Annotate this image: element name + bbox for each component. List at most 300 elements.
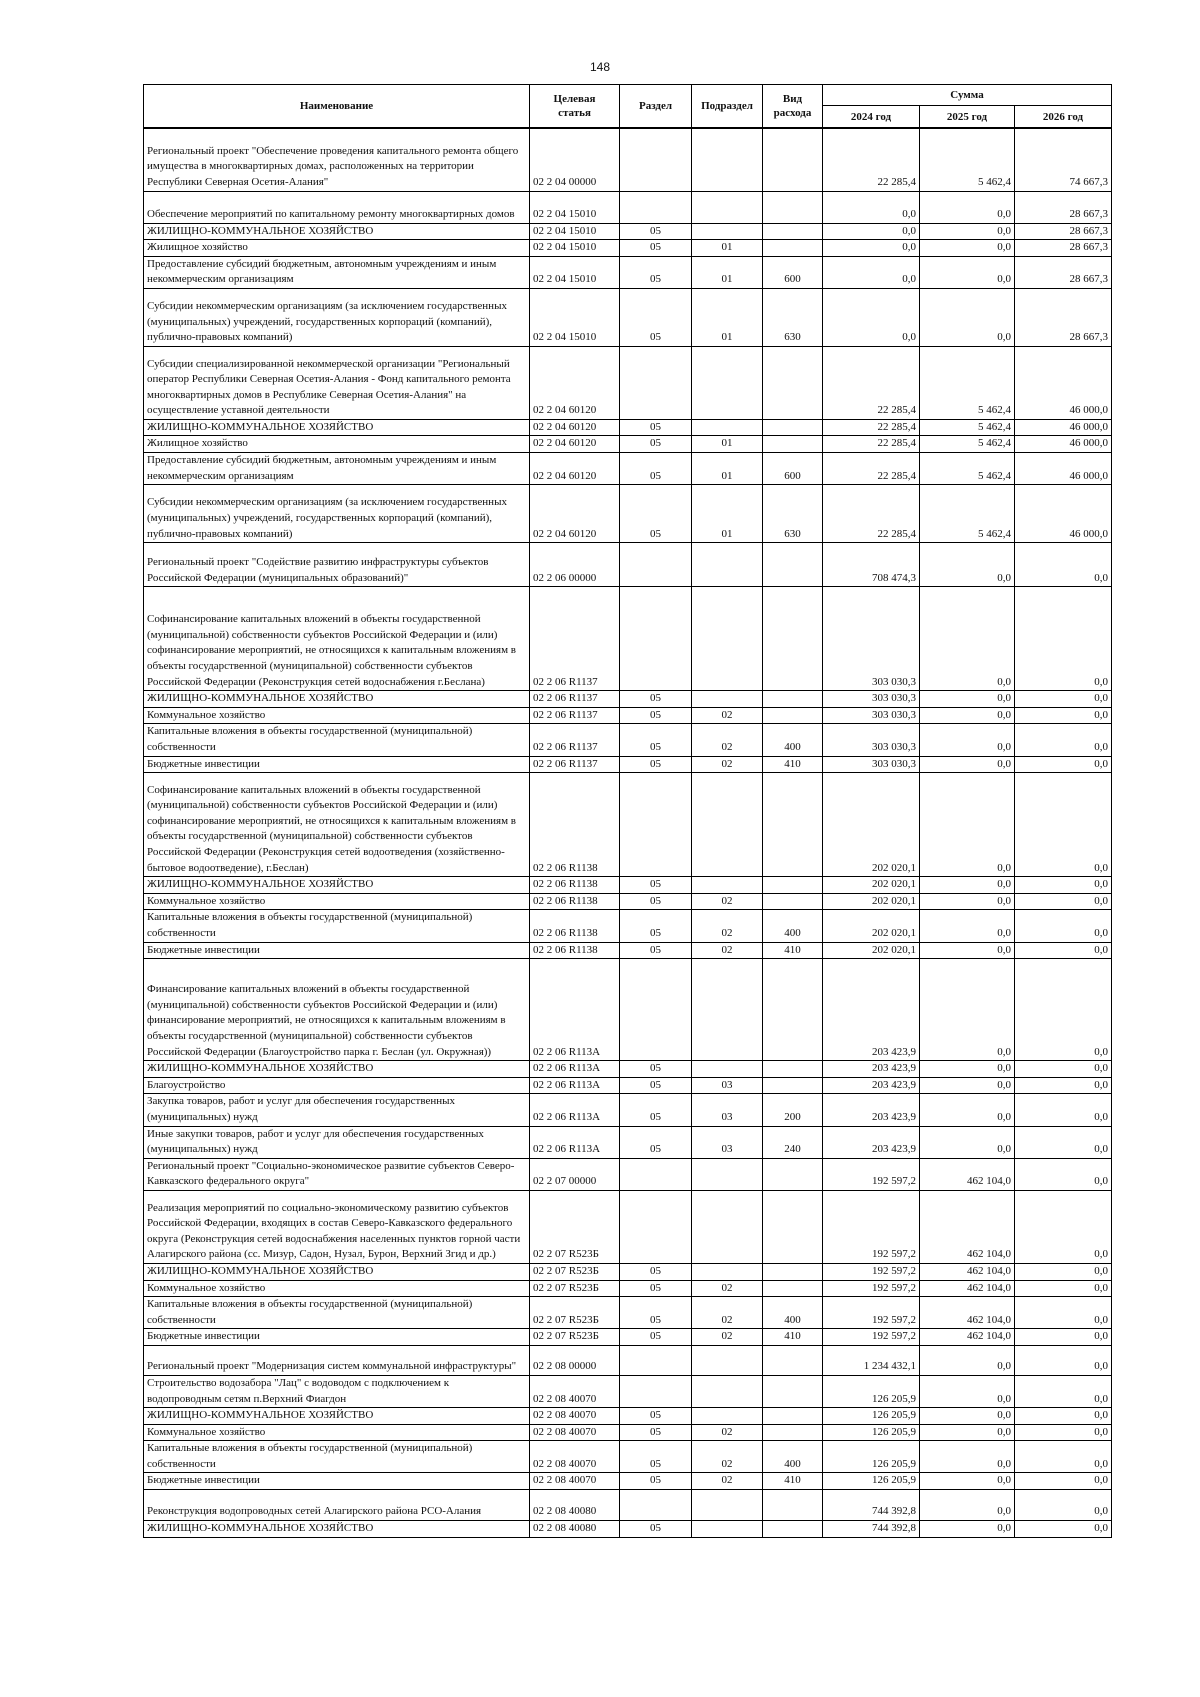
amount-2024-cell: 126 205,9 <box>823 1408 920 1425</box>
amount-2024-cell: 22 285,4 <box>823 128 920 191</box>
expense-type-cell <box>763 1263 823 1280</box>
subsection-cell <box>692 1061 763 1078</box>
amount-2025-cell: 0,0 <box>920 1077 1015 1094</box>
amount-2026-cell: 0,0 <box>1015 1297 1112 1329</box>
section-cell: 05 <box>620 942 692 959</box>
section-cell: 05 <box>620 436 692 453</box>
table-row <box>144 436 1112 453</box>
expense-type-cell: 400 <box>763 1441 823 1473</box>
expense-type-cell <box>763 959 823 1061</box>
subsection-cell: 02 <box>692 707 763 724</box>
amount-2024-cell: 126 205,9 <box>823 1424 920 1441</box>
section-cell <box>620 773 692 877</box>
expense-type-cell: 410 <box>763 1329 823 1346</box>
header-expense-line1: Вид <box>782 93 803 105</box>
target-article-cell: 02 2 04 15010 <box>530 191 620 223</box>
section-cell <box>620 128 692 191</box>
name-cell: Капитальные вложения в объекты государственной (муниципальной) собственности <box>144 724 530 756</box>
amount-2026-cell: 0,0 <box>1015 1424 1112 1441</box>
section-cell: 05 <box>620 288 692 346</box>
section-cell: 05 <box>620 1126 692 1158</box>
expense-type-cell: 600 <box>763 453 823 485</box>
amount-2024-cell: 192 597,2 <box>823 1280 920 1297</box>
amount-2026-cell: 0,0 <box>1015 707 1112 724</box>
amount-2026-cell: 0,0 <box>1015 959 1112 1061</box>
amount-2024-cell: 202 020,1 <box>823 877 920 894</box>
table-row <box>144 756 1112 773</box>
amount-2026-cell: 46 000,0 <box>1015 419 1112 436</box>
target-article-cell: 02 2 04 00000 <box>530 128 620 191</box>
amount-2025-cell: 0,0 <box>920 1061 1015 1078</box>
amount-2024-cell: 22 285,4 <box>823 346 920 419</box>
name-cell: ЖИЛИЩНО-КОММУНАЛЬНОЕ ХОЗЯЙСТВО <box>144 1061 530 1078</box>
section-cell <box>620 587 692 691</box>
target-article-cell: 02 2 06 R113А <box>530 1094 620 1126</box>
name-cell: Благоустройство <box>144 1077 530 1094</box>
amount-2025-cell: 0,0 <box>920 1521 1015 1538</box>
table-row <box>144 485 1112 543</box>
name-cell: Софинансирование капитальных вложений в объекты государственной (муниципальной) собственности субъектов Российской Федерации и (или) софинансирование мероприятий, не относящихся к капитальным вложениям в объекты государственной (муниципальной) собственности субъектов Российской Федерации (Реконструкция сетей водоснабжения г.Беслана) <box>144 587 530 691</box>
amount-2025-cell: 0,0 <box>920 1375 1015 1407</box>
amount-2024-cell: 22 285,4 <box>823 453 920 485</box>
section-cell: 05 <box>620 756 692 773</box>
table-row <box>144 691 1112 708</box>
table-row <box>144 543 1112 587</box>
subsection-cell: 02 <box>692 1424 763 1441</box>
subsection-cell <box>692 1490 763 1521</box>
amount-2026-cell: 0,0 <box>1015 1490 1112 1521</box>
table-row <box>144 942 1112 959</box>
target-article-cell: 02 2 06 R1138 <box>530 910 620 942</box>
amount-2025-cell: 0,0 <box>920 1126 1015 1158</box>
header-year-2026: 2026 год <box>1015 106 1112 129</box>
amount-2026-cell: 0,0 <box>1015 1158 1112 1190</box>
amount-2025-cell: 0,0 <box>920 1490 1015 1521</box>
table-row <box>144 1094 1112 1126</box>
table-row <box>144 1329 1112 1346</box>
amount-2026-cell: 74 667,3 <box>1015 128 1112 191</box>
table-row <box>144 1375 1112 1407</box>
subsection-cell <box>692 1263 763 1280</box>
name-cell: Субсидии некоммерческим организациям (за исключением государственных (муниципальных) учреждений, государственных корпораций (компаний), публично-правовых компаний) <box>144 485 530 543</box>
name-cell: Предоставление субсидий бюджетным, автономным учреждениям и иным некоммерческим организациям <box>144 453 530 485</box>
section-cell: 05 <box>620 419 692 436</box>
target-article-cell: 02 2 07 R523Б <box>530 1297 620 1329</box>
expense-type-cell <box>763 773 823 877</box>
amount-2025-cell: 5 462,4 <box>920 485 1015 543</box>
header-target-line2: статья <box>558 107 591 119</box>
expense-type-cell <box>763 1077 823 1094</box>
section-cell: 05 <box>620 1473 692 1490</box>
target-article-cell: 02 2 04 60120 <box>530 346 620 419</box>
amount-2025-cell: 0,0 <box>920 942 1015 959</box>
name-cell: Софинансирование капитальных вложений в объекты государственной (муниципальной) собственности субъектов Российской Федерации и (или) софинансирование мероприятий, не относящихся к капитальным вложениям в объекты государственной (муниципальной) собственности субъектов Российской Федерации (Реконструкция сетей водоотведения (хозяйственно-бытовое водоотведение), г.Беслан) <box>144 773 530 877</box>
table-body <box>144 128 1112 1537</box>
target-article-cell: 02 2 06 R1137 <box>530 756 620 773</box>
name-cell: Капитальные вложения в объекты государственной (муниципальной) собственности <box>144 1297 530 1329</box>
subsection-cell <box>692 587 763 691</box>
amount-2025-cell: 462 104,0 <box>920 1280 1015 1297</box>
table-row <box>144 128 1112 191</box>
amount-2026-cell: 0,0 <box>1015 1077 1112 1094</box>
expense-type-cell: 410 <box>763 1473 823 1490</box>
target-article-cell: 02 2 07 R523Б <box>530 1190 620 1263</box>
name-cell: Коммунальное хозяйство <box>144 893 530 910</box>
name-cell: Коммунальное хозяйство <box>144 1280 530 1297</box>
subsection-cell <box>692 1345 763 1375</box>
subsection-cell <box>692 223 763 240</box>
amount-2025-cell: 5 462,4 <box>920 453 1015 485</box>
expense-type-cell <box>763 419 823 436</box>
amount-2024-cell: 0,0 <box>823 191 920 223</box>
amount-2025-cell: 0,0 <box>920 893 1015 910</box>
table-row <box>144 1158 1112 1190</box>
amount-2024-cell: 203 423,9 <box>823 1094 920 1126</box>
table-row <box>144 1521 1112 1538</box>
section-cell: 05 <box>620 1329 692 1346</box>
subsection-cell <box>692 877 763 894</box>
amount-2026-cell: 0,0 <box>1015 1375 1112 1407</box>
expense-type-cell <box>763 240 823 257</box>
table-row <box>144 1408 1112 1425</box>
target-article-cell: 02 2 07 R523Б <box>530 1263 620 1280</box>
target-article-cell: 02 2 06 R1138 <box>530 942 620 959</box>
amount-2025-cell: 462 104,0 <box>920 1297 1015 1329</box>
amount-2026-cell: 0,0 <box>1015 543 1112 587</box>
section-cell: 05 <box>620 1521 692 1538</box>
expense-type-cell: 630 <box>763 485 823 543</box>
amount-2024-cell: 1 234 432,1 <box>823 1345 920 1375</box>
section-cell <box>620 1490 692 1521</box>
amount-2026-cell: 0,0 <box>1015 1441 1112 1473</box>
section-cell: 05 <box>620 1441 692 1473</box>
section-cell <box>620 191 692 223</box>
table-row <box>144 419 1112 436</box>
name-cell: Иные закупки товаров, работ и услуг для обеспечения государственных (муниципальных) нужд <box>144 1126 530 1158</box>
amount-2024-cell: 192 597,2 <box>823 1297 920 1329</box>
header-name: Наименование <box>144 85 530 129</box>
name-cell: ЖИЛИЩНО-КОММУНАЛЬНОЕ ХОЗЯЙСТВО <box>144 1263 530 1280</box>
target-article-cell: 02 2 04 15010 <box>530 256 620 288</box>
subsection-cell: 02 <box>692 756 763 773</box>
amount-2026-cell: 0,0 <box>1015 910 1112 942</box>
section-cell: 05 <box>620 707 692 724</box>
name-cell: Финансирование капитальных вложений в объекты государственной (муниципальной) собственности субъектов Российской Федерации и (или) финансирование мероприятий, не относящихся к капитальным вложениям в объекты государственной (муниципальной) собственности субъектов Российской Федерации (Благоустройство парка г. Беслан (ул. Окружная)) <box>144 959 530 1061</box>
name-cell: Капитальные вложения в объекты государственной (муниципальной) собственности <box>144 910 530 942</box>
table-row <box>144 1297 1112 1329</box>
amount-2024-cell: 0,0 <box>823 223 920 240</box>
target-article-cell: 02 2 06 R1138 <box>530 773 620 877</box>
name-cell: Бюджетные инвестиции <box>144 1329 530 1346</box>
name-cell: Коммунальное хозяйство <box>144 707 530 724</box>
amount-2024-cell: 202 020,1 <box>823 910 920 942</box>
header-expense-type <box>763 85 823 129</box>
budget-table <box>143 84 1112 1538</box>
target-article-cell: 02 2 08 40070 <box>530 1408 620 1425</box>
amount-2024-cell: 22 285,4 <box>823 436 920 453</box>
expense-type-cell <box>763 543 823 587</box>
header-expense-line2: расхода <box>773 107 812 119</box>
table-row <box>144 773 1112 877</box>
expense-type-cell <box>763 1061 823 1078</box>
name-cell: Региональный проект "Социально-экономическое развитие субъектов Северо-Кавказского федерального округа" <box>144 1158 530 1190</box>
expense-type-cell <box>763 191 823 223</box>
table-row <box>144 453 1112 485</box>
amount-2024-cell: 192 597,2 <box>823 1190 920 1263</box>
section-cell: 05 <box>620 240 692 257</box>
subsection-cell: 02 <box>692 893 763 910</box>
section-cell <box>620 1190 692 1263</box>
amount-2026-cell: 0,0 <box>1015 756 1112 773</box>
header-sum: Сумма <box>823 85 1112 106</box>
section-cell: 05 <box>620 1263 692 1280</box>
amount-2024-cell: 203 423,9 <box>823 1077 920 1094</box>
expense-type-cell <box>763 1280 823 1297</box>
amount-2026-cell: 46 000,0 <box>1015 346 1112 419</box>
table-row <box>144 1345 1112 1375</box>
amount-2025-cell: 0,0 <box>920 1094 1015 1126</box>
header-subsection: Подраздел <box>692 85 763 129</box>
section-cell: 05 <box>620 1297 692 1329</box>
section-cell: 05 <box>620 1424 692 1441</box>
target-article-cell: 02 2 04 15010 <box>530 223 620 240</box>
expense-type-cell <box>763 707 823 724</box>
expense-type-cell <box>763 587 823 691</box>
target-article-cell: 02 2 08 40070 <box>530 1441 620 1473</box>
amount-2024-cell: 202 020,1 <box>823 773 920 877</box>
amount-2025-cell: 462 104,0 <box>920 1263 1015 1280</box>
subsection-cell: 02 <box>692 1473 763 1490</box>
expense-type-cell: 410 <box>763 942 823 959</box>
amount-2026-cell: 0,0 <box>1015 1094 1112 1126</box>
amount-2024-cell: 192 597,2 <box>823 1263 920 1280</box>
expense-type-cell: 400 <box>763 724 823 756</box>
amount-2025-cell: 5 462,4 <box>920 346 1015 419</box>
section-cell <box>620 1345 692 1375</box>
amount-2026-cell: 0,0 <box>1015 691 1112 708</box>
subsection-cell <box>692 419 763 436</box>
expense-type-cell <box>763 1375 823 1407</box>
table-row <box>144 240 1112 257</box>
amount-2024-cell: 203 423,9 <box>823 1061 920 1078</box>
expense-type-cell <box>763 1521 823 1538</box>
amount-2024-cell: 0,0 <box>823 288 920 346</box>
target-article-cell: 02 2 07 00000 <box>530 1158 620 1190</box>
amount-2026-cell: 0,0 <box>1015 1473 1112 1490</box>
name-cell: ЖИЛИЩНО-КОММУНАЛЬНОЕ ХОЗЯЙСТВО <box>144 877 530 894</box>
amount-2025-cell: 0,0 <box>920 256 1015 288</box>
subsection-cell: 02 <box>692 1329 763 1346</box>
name-cell: Реконструкция водопроводных сетей Алагирского района РСО-Алания <box>144 1490 530 1521</box>
amount-2025-cell: 0,0 <box>920 191 1015 223</box>
amount-2025-cell: 0,0 <box>920 756 1015 773</box>
target-article-cell: 02 2 08 40080 <box>530 1521 620 1538</box>
expense-type-cell: 400 <box>763 910 823 942</box>
amount-2024-cell: 126 205,9 <box>823 1441 920 1473</box>
amount-2024-cell: 303 030,3 <box>823 587 920 691</box>
section-cell <box>620 1158 692 1190</box>
section-cell: 05 <box>620 893 692 910</box>
expense-type-cell <box>763 877 823 894</box>
table-row <box>144 910 1112 942</box>
amount-2025-cell: 0,0 <box>920 240 1015 257</box>
name-cell: Строительство водозабора "Лац" с водоводом с подключением к водопроводным сетям п.Верхний Фиагдон <box>144 1375 530 1407</box>
target-article-cell: 02 2 06 R1138 <box>530 893 620 910</box>
subsection-cell <box>692 1158 763 1190</box>
section-cell: 05 <box>620 1077 692 1094</box>
target-article-cell: 02 2 06 R1137 <box>530 724 620 756</box>
amount-2025-cell: 0,0 <box>920 223 1015 240</box>
name-cell: Жилищное хозяйство <box>144 436 530 453</box>
expense-type-cell <box>763 893 823 910</box>
expense-type-cell <box>763 436 823 453</box>
section-cell <box>620 543 692 587</box>
name-cell: Субсидии специализированной некоммерческой организации "Региональный оператор Республики Северная Осетия-Алания - Фонд капитального ремонта многоквартирных домов в Республике Северная Осетия-Алания" на осуществление уставной деятельности <box>144 346 530 419</box>
section-cell: 05 <box>620 485 692 543</box>
expense-type-cell: 240 <box>763 1126 823 1158</box>
expense-type-cell <box>763 223 823 240</box>
amount-2025-cell: 0,0 <box>920 543 1015 587</box>
target-article-cell: 02 2 04 60120 <box>530 419 620 436</box>
amount-2024-cell: 126 205,9 <box>823 1473 920 1490</box>
name-cell: ЖИЛИЩНО-КОММУНАЛЬНОЕ ХОЗЯЙСТВО <box>144 419 530 436</box>
section-cell: 05 <box>620 877 692 894</box>
section-cell: 05 <box>620 1094 692 1126</box>
name-cell: Субсидии некоммерческим организациям (за исключением государственных (муниципальных) учреждений, государственных корпораций (компаний), публично-правовых компаний) <box>144 288 530 346</box>
table-row <box>144 1424 1112 1441</box>
table-row <box>144 893 1112 910</box>
target-article-cell: 02 2 07 R523Б <box>530 1329 620 1346</box>
amount-2025-cell: 462 104,0 <box>920 1190 1015 1263</box>
name-cell: Бюджетные инвестиции <box>144 1473 530 1490</box>
amount-2024-cell: 202 020,1 <box>823 942 920 959</box>
table-row <box>144 724 1112 756</box>
table-row <box>144 587 1112 691</box>
subsection-cell: 02 <box>692 1441 763 1473</box>
expense-type-cell: 400 <box>763 1297 823 1329</box>
subsection-cell: 02 <box>692 1280 763 1297</box>
subsection-cell: 03 <box>692 1094 763 1126</box>
table-row <box>144 1077 1112 1094</box>
target-article-cell: 02 2 06 R1137 <box>530 587 620 691</box>
subsection-cell: 03 <box>692 1126 763 1158</box>
table-row <box>144 877 1112 894</box>
section-cell <box>620 959 692 1061</box>
section-cell: 05 <box>620 724 692 756</box>
name-cell: ЖИЛИЩНО-КОММУНАЛЬНОЕ ХОЗЯЙСТВО <box>144 1521 530 1538</box>
expense-type-cell <box>763 691 823 708</box>
table-row <box>144 256 1112 288</box>
amount-2025-cell: 5 462,4 <box>920 128 1015 191</box>
table-row <box>144 1126 1112 1158</box>
header-year-2024: 2024 год <box>823 106 920 129</box>
amount-2024-cell: 303 030,3 <box>823 691 920 708</box>
amount-2026-cell: 0,0 <box>1015 877 1112 894</box>
amount-2026-cell: 0,0 <box>1015 942 1112 959</box>
amount-2024-cell: 22 285,4 <box>823 485 920 543</box>
subsection-cell <box>692 1375 763 1407</box>
name-cell: Реализация мероприятий по социально-экономическому развитию субъектов Российской Федерации, входящих в состав Северо-Кавказского федерального округа (Реконструкция сетей водоснабжения населенных пунктов горной части Алагирского района (сс. Мизур, Садон, Нузал, Бурон, Верхний Згид и др.) <box>144 1190 530 1263</box>
table-row <box>144 1473 1112 1490</box>
expense-type-cell: 410 <box>763 756 823 773</box>
section-cell: 05 <box>620 1280 692 1297</box>
subsection-cell: 01 <box>692 453 763 485</box>
table-row <box>144 707 1112 724</box>
amount-2024-cell: 303 030,3 <box>823 707 920 724</box>
amount-2024-cell: 203 423,9 <box>823 959 920 1061</box>
table-row <box>144 346 1112 419</box>
subsection-cell: 01 <box>692 240 763 257</box>
target-article-cell: 02 2 08 40070 <box>530 1473 620 1490</box>
amount-2026-cell: 0,0 <box>1015 1061 1112 1078</box>
expense-type-cell <box>763 1190 823 1263</box>
target-article-cell: 02 2 06 R113А <box>530 1061 620 1078</box>
name-cell: Коммунальное хозяйство <box>144 1424 530 1441</box>
amount-2024-cell: 744 392,8 <box>823 1521 920 1538</box>
expense-type-cell <box>763 1424 823 1441</box>
subsection-cell <box>692 959 763 1061</box>
subsection-cell: 02 <box>692 942 763 959</box>
section-cell: 05 <box>620 910 692 942</box>
name-cell: ЖИЛИЩНО-КОММУНАЛЬНОЕ ХОЗЯЙСТВО <box>144 691 530 708</box>
subsection-cell <box>692 346 763 419</box>
name-cell: Региональный проект "Модернизация систем коммунальной инфраструктуры" <box>144 1345 530 1375</box>
expense-type-cell <box>763 1158 823 1190</box>
target-article-cell: 02 2 07 R523Б <box>530 1280 620 1297</box>
amount-2024-cell: 303 030,3 <box>823 756 920 773</box>
amount-2025-cell: 0,0 <box>920 707 1015 724</box>
section-cell: 05 <box>620 691 692 708</box>
target-article-cell: 02 2 04 15010 <box>530 288 620 346</box>
table-row <box>144 959 1112 1061</box>
amount-2024-cell: 303 030,3 <box>823 724 920 756</box>
amount-2026-cell: 0,0 <box>1015 1190 1112 1263</box>
target-article-cell: 02 2 06 R113А <box>530 1077 620 1094</box>
name-cell: Бюджетные инвестиции <box>144 756 530 773</box>
expense-type-cell <box>763 1345 823 1375</box>
header-section: Раздел <box>620 85 692 129</box>
amount-2024-cell: 22 285,4 <box>823 419 920 436</box>
section-cell <box>620 346 692 419</box>
amount-2026-cell: 46 000,0 <box>1015 453 1112 485</box>
table-row <box>144 1280 1112 1297</box>
name-cell: ЖИЛИЩНО-КОММУНАЛЬНОЕ ХОЗЯЙСТВО <box>144 223 530 240</box>
subsection-cell: 02 <box>692 1297 763 1329</box>
subsection-cell: 02 <box>692 724 763 756</box>
target-article-cell: 02 2 06 R1137 <box>530 691 620 708</box>
amount-2025-cell: 0,0 <box>920 877 1015 894</box>
target-article-cell: 02 2 08 40080 <box>530 1490 620 1521</box>
table-row <box>144 1490 1112 1521</box>
expense-type-cell <box>763 128 823 191</box>
target-article-cell: 02 2 06 R113А <box>530 1126 620 1158</box>
table-row <box>144 1190 1112 1263</box>
subsection-cell: 01 <box>692 485 763 543</box>
amount-2026-cell: 28 667,3 <box>1015 191 1112 223</box>
target-article-cell: 02 2 04 60120 <box>530 453 620 485</box>
amount-2025-cell: 0,0 <box>920 1441 1015 1473</box>
expense-type-cell <box>763 346 823 419</box>
amount-2026-cell: 0,0 <box>1015 1263 1112 1280</box>
target-article-cell: 02 2 06 R1138 <box>530 877 620 894</box>
name-cell: Обеспечение мероприятий по капитальному ремонту многоквартирных домов <box>144 191 530 223</box>
amount-2026-cell: 0,0 <box>1015 1408 1112 1425</box>
page-number: 148 <box>589 60 611 74</box>
table-row <box>144 288 1112 346</box>
subsection-cell <box>692 773 763 877</box>
amount-2026-cell: 0,0 <box>1015 724 1112 756</box>
subsection-cell: 01 <box>692 288 763 346</box>
